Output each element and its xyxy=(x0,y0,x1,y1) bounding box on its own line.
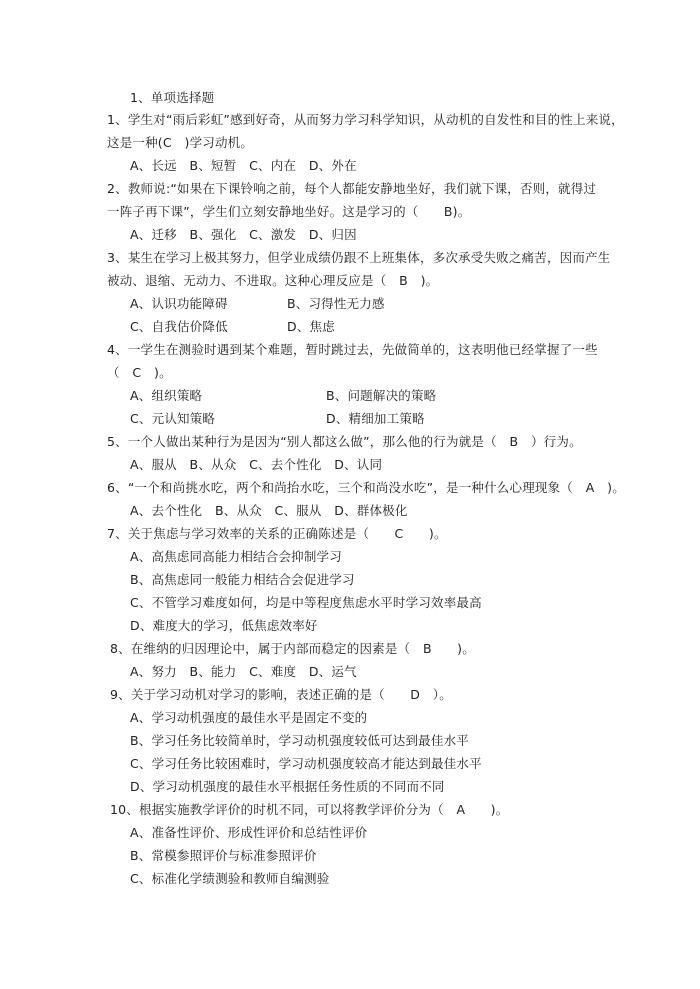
question-6-options: A、去个性化 B、从众 C、服从 D、群体极化 xyxy=(130,503,408,518)
question-5-stem-line-1: 5、一个人做出某种行为是因为“别人都这么做”，那么他的行为就是（ B ）行为。 xyxy=(107,434,582,449)
question-9-option-a: A、学习动机强度的最佳水平是固定不变的 xyxy=(130,710,368,725)
question-10-stem-line-1: 10、根据实施教学评价的时机不同，可以将教学评价分为（ A )。 xyxy=(110,802,509,817)
question-1-stem-line-2: 这是一种(C )学习动机。 xyxy=(107,135,254,150)
question-4-option-d: D、精细加工策略 xyxy=(326,411,425,426)
question-2-options: A、迁移 B、强化 C、激发 D、归因 xyxy=(130,227,357,242)
question-7-option-d: D、难度大的学习，低焦虑效率好 xyxy=(130,618,318,633)
question-3-option-b: B、习得性无力感 xyxy=(287,296,385,311)
question-4-option-b: B、问题解决的策略 xyxy=(326,388,437,403)
question-4-stem-line-1: 4、一学生在测验时遇到某个难题，暂时跳过去，先做简单的，这表明他已经掌握了一些 xyxy=(107,342,598,357)
question-7-option-b: B、高焦虑同一般能力相结合会促进学习 xyxy=(130,572,355,587)
question-5-options: A、服从 B、从众 C、去个性化 D、认同 xyxy=(130,457,383,472)
question-10-option-a: A、准备性评价、形成性评价和总结性评价 xyxy=(130,825,368,840)
section-title: 1、单项选择题 xyxy=(130,90,215,105)
question-4-stem-line-2: （ C )。 xyxy=(107,365,172,380)
question-2-stem-line-1: 2、教师说:“如果在下课铃响之前，每个人都能安静地坐好，我们就下课，否则，就得过 xyxy=(107,181,597,196)
question-9-option-d: D、学习动机强度的最佳水平根据任务性质的不同而不同 xyxy=(130,779,445,794)
question-6-stem-line-1: 6、“一个和尚挑水吃，两个和尚抬水吃，三个和尚没水吃”，是一种什么心理现象（ A )。 xyxy=(107,480,625,495)
question-10-option-c: C、标准化学绩测验和教师自编测验 xyxy=(130,871,330,886)
question-7-option-c: C、不管学习难度如何，均是中等程度焦虑水平时学习效率最高 xyxy=(130,595,482,610)
question-9-option-b: B、学习任务比较简单时，学习动机强度较低可达到最佳水平 xyxy=(130,733,469,748)
question-1-options: A、长远 B、短暂 C、内在 D、外在 xyxy=(130,158,357,173)
question-7-option-a: A、高焦虑同高能力相结合会抑制学习 xyxy=(130,549,342,564)
question-3-stem-line-1: 3、某生在学习上极其努力，但学业成绩仍跟不上班集体，多次承受失败之痛苦，因而产生 xyxy=(107,250,611,265)
question-8-options: A、努力 B、能力 C、难度 D、运气 xyxy=(130,664,357,679)
question-3-option-c: C、自我估价降低 xyxy=(130,319,228,334)
question-4-option-c: C、元认知策略 xyxy=(130,411,216,426)
question-9-option-c: C、学习任务比较困难时，学习动机强度较高才能达到最佳水平 xyxy=(130,756,482,771)
question-2-stem-line-2: 一阵子再下课”，学生们立刻安静地坐好。这是学习的（ B)。 xyxy=(107,204,471,219)
question-7-stem-line-1: 7、关于焦虑与学习效率的关系的正确陈述是（ C )。 xyxy=(107,526,447,541)
question-9-stem-line-1: 9、关于学习动机对学习的影响，表述正确的是（ D ）。 xyxy=(110,687,452,702)
question-1-stem-line-1: 1、学生对“雨后彩虹”感到好奇，从而努力学习科学知识，从动机的自发性和目的性上来说， xyxy=(107,112,624,127)
question-3-option-a: A、认识功能障碍 xyxy=(130,296,228,311)
question-3-option-d: D、焦虑 xyxy=(287,319,335,334)
question-10-option-b: B、常模参照评价与标准参照评价 xyxy=(130,848,317,863)
question-3-stem-line-2: 被动、退缩、无动力、不进取。这种心理反应是（ B )。 xyxy=(107,273,439,288)
question-4-option-a: A、组织策略 xyxy=(130,388,203,403)
question-8-stem-line-1: 8、在维纳的归因理论中，属于内部而稳定的因素是（ B )。 xyxy=(110,641,475,656)
